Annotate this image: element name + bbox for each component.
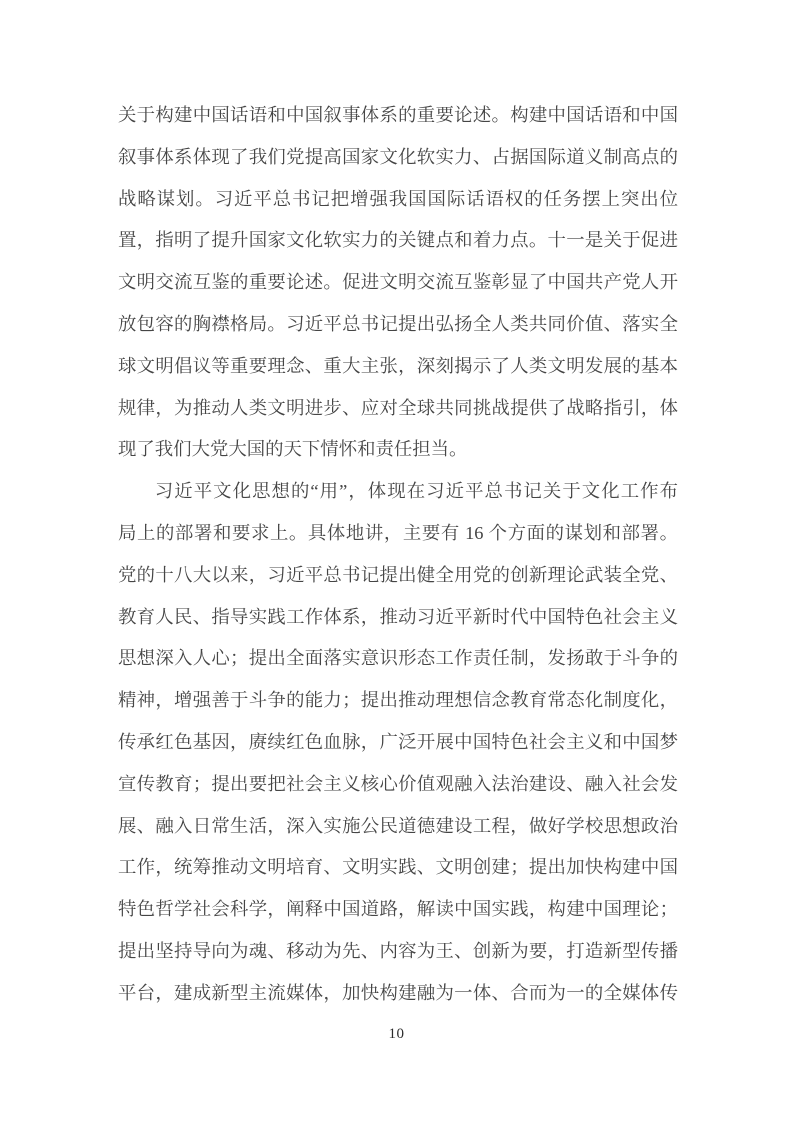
text-line: 特色哲学社会科学，阐释中国道路，解读中国实践，构建中国理论； [118, 899, 678, 920]
text-line: 放包容的胸襟格局。习近平总书记提出弘扬全人类共同价值、落实全 [118, 313, 678, 334]
text-line: 关于构建中国话语和中国叙事体系的重要论述。构建中国话语和中国 [118, 105, 678, 125]
text-line: 置，指明了提升国家文化软实力的关键点和着力点。十一是关于促进 [118, 230, 678, 251]
text-line: 规律，为推动人类文明进步、应对全球共同挑战提供了战略指引，体 [118, 397, 678, 418]
text-line: 教育人民、指导实践工作体系，推动习近平新时代中国特色社会主义 [118, 606, 678, 627]
text-line: 精神，增强善于斗争的能力；提出推动理想信念教育常态化制度化， [118, 690, 678, 711]
text-line: 提出坚持导向为魂、移动为先、内容为王、创新为要，打造新型传播 [118, 940, 678, 961]
paragraph [118, 471, 678, 1014]
document-body [118, 95, 678, 1015]
text-line: 现了我们大党大国的天下情怀和责任担当。 [118, 439, 468, 460]
text-line: 展、融入日常生活，深入实施公民道德建设工程，做好学校思想政治 [118, 815, 678, 836]
page-number: 10 [388, 1026, 405, 1042]
text-line: 球文明倡议等重要理念、重大主张，深刻揭示了人类文明发展的基本 [118, 355, 678, 376]
text-line: 传承红色基因，赓续红色血脉，广泛开展中国特色社会主义和中国梦 [118, 731, 678, 752]
text-line: 局上的部署和要求上。具体地讲，主要有 16 个方面的谋划和部署。 [118, 522, 678, 543]
text-line: 叙事体系体现了我们党提高国家文化软实力、占据国际道义制高点的 [118, 146, 678, 167]
text-line: 平台，建成新型主流媒体，加快构建融为一体、合而为一的全媒体传 [118, 982, 678, 1003]
text-line: 战略谋划。习近平总书记把增强我国国际话语权的任务摆上突出位 [118, 188, 678, 209]
text-line: 工作，统筹推动文明培育、文明实践、文明创建；提出加快构建中国 [118, 857, 678, 878]
text-line: 思想深入人心；提出全面落实意识形态工作责任制，发扬敢于斗争的 [118, 648, 678, 669]
text-line: 文明交流互鉴的重要论述。促进文明交流互鉴彰显了中国共产党人开 [118, 272, 678, 293]
text-line: 党的十八大以来，习近平总书记提出健全用党的创新理论武装全党、 [118, 564, 678, 585]
text-line: 习近平文化思想的“用”，体现在习近平总书记关于文化工作布 [154, 481, 678, 502]
paragraph [118, 95, 678, 471]
text-line: 宣传教育；提出要把社会主义核心价值观融入法治建设、融入社会发 [118, 773, 678, 794]
